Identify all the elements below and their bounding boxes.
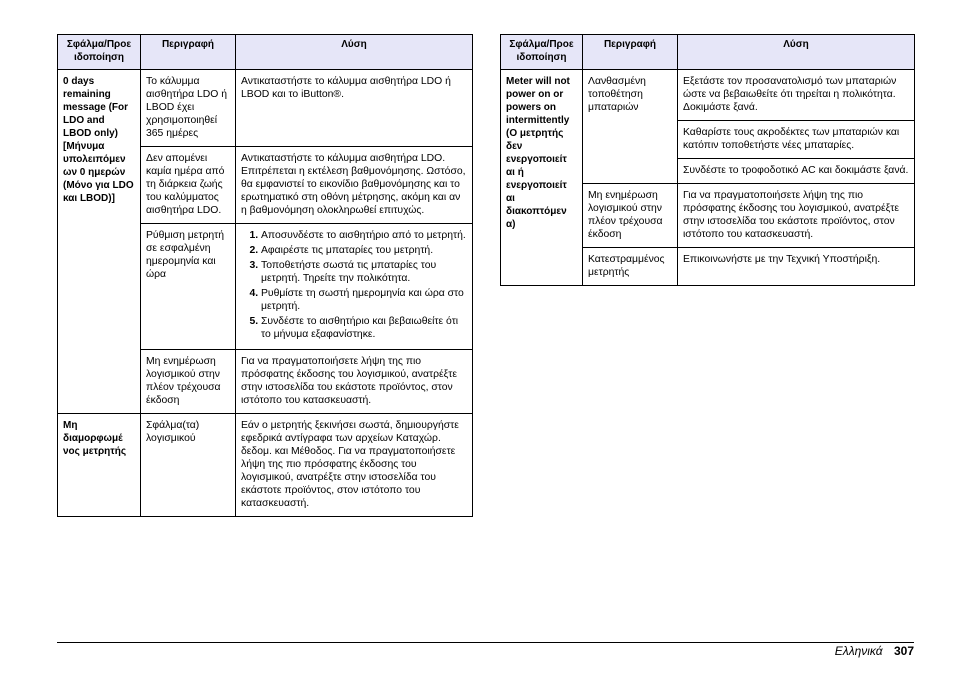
header-solution: Λύση xyxy=(678,35,915,70)
solution-cell: Επικοινωνήστε με την Τεχνική Υποστήριξη. xyxy=(678,248,915,286)
description-cell: Το κάλυμμα αισθητήρα LDO ή LBOD έχει χρησιμοποιηθεί 365 ημέρες xyxy=(141,70,236,147)
header-description: Περιγραφή xyxy=(583,35,678,70)
header-error: Σφάλμα/Προε ιδοποίηση xyxy=(501,35,583,70)
solution-cell: Αντικαταστήστε το κάλυμμα αισθητήρα LDO. Επιτρέπεται η εκτέλεση βαθμονόμησης. Ωστόσο, θα εμφανιστεί το εικονίδιο βαθμονόμησης και το ερωτηματικό στη οθόνη μέτρησης, ακόμη και αν η βαθμονόμηση ολοκληρωθεί επιτυχώς. xyxy=(236,147,473,224)
solution-cell: Εάν ο μετρητής ξεκινήσει σωστά, δημιουργήστε εφεδρικά αντίγραφα των αρχείων Καταχώρ. δεδομ. και Μέθοδος. Για να πραγματοποιήσετε λήψη της πιο πρόσφατης έκδοσης του λογισμικού, ανατρέξτε στην ιστοσελίδα του εκάστοτε προϊόντος, στον ιστότοπο του κατασκευαστή. xyxy=(236,414,473,517)
step-item: 4. Ρυθμίστε τη σωστή ημερομηνία και ώρα στο μετρητή. xyxy=(261,287,467,313)
troubleshooting-table-right xyxy=(500,34,915,286)
step-item: 1. Αποσυνδέστε το αισθητήριο από το μετρητή. xyxy=(261,229,467,242)
header-description: Περιγραφή xyxy=(141,35,236,70)
table-header-row xyxy=(501,35,915,70)
step-item: 3. Τοποθετήστε σωστά τις μπαταρίες του μετρητή. Τηρείτε την πολικότητα. xyxy=(261,259,467,285)
step-item: 2. Αφαιρέστε τις μπαταρίες του μετρητή. xyxy=(261,244,467,257)
table-row xyxy=(501,70,915,121)
solution-cell: Για να πραγματοποιήσετε λήψη της πιο πρόσφατης έκδοσης του λογισμικού, ανατρέξτε στην ιστοσελίδα του εκάστοτε προϊόντος, στον ιστότοπο του κατασκευαστή. xyxy=(236,350,473,414)
description-cell: Σφάλμα(τα) λογισμικού xyxy=(141,414,236,517)
table-header-row xyxy=(58,35,473,70)
description-cell: Δεν απομένει καμία ημέρα από τη διάρκεια ζωής του καλύμματος αισθητήρα LDO. xyxy=(141,147,236,224)
steps-list xyxy=(241,229,467,341)
page-number: 307 xyxy=(893,644,914,658)
troubleshooting-table-left xyxy=(57,34,473,517)
step-item: 5. Συνδέστε το αισθητήριο και βεβαιωθείτε ότι το μήνυμα εξαφανίστηκε. xyxy=(261,315,467,341)
solution-cell xyxy=(236,224,473,350)
solution-cell: Εξετάστε τον προσανατολισμό των μπαταριών ώστε να βεβαιωθείτε ότι τηρείται η πολικότητα. Δοκιμάστε ξανά. xyxy=(678,70,915,121)
error-cell: Μη διαμορφωμέ νος μετρητής xyxy=(58,414,141,517)
header-error: Σφάλμα/Προε ιδοποίηση xyxy=(58,35,141,70)
solution-cell: Αντικαταστήστε το κάλυμμα αισθητήρα LDO ή LBOD και το iButton®. xyxy=(236,70,473,147)
description-cell: Ρύθμιση μετρητή σε εσφαλμένη ημερομηνία και ώρα xyxy=(141,224,236,350)
footer-language: Ελληνικά xyxy=(834,644,883,658)
solution-cell: Για να πραγματοποιήσετε λήψη της πιο πρόσφατης έκδοσης του λογισμικού, ανατρέξτε στην ιστοσελίδα του εκάστοτε προϊόντος, στον ιστότοπο του κατασκευαστή. xyxy=(678,184,915,248)
error-cell: Meter will not power on or powers on intermittently (Ο μετρητής δεν ενεργοποιείτ αι ή ενεργοποιείτ αι διακοπτόμεν α) xyxy=(501,70,583,286)
table-row xyxy=(58,414,473,517)
error-cell: 0 days remaining message (For LDO and LBOD only) [Μήνυμα υπολειπόμεν ων 0 ημερών (Μόνο για LDO και LBOD)] xyxy=(58,70,141,414)
description-cell: Κατεστραμμένος μετρητής xyxy=(583,248,678,286)
footer-divider xyxy=(57,642,914,643)
page-footer xyxy=(835,644,914,658)
description-cell: Λανθασμένη τοποθέτηση μπαταριών xyxy=(583,70,678,184)
solution-cell: Συνδέστε το τροφοδοτικό AC και δοκιμάστε ξανά. xyxy=(678,159,915,184)
solution-cell: Καθαρίστε τους ακροδέκτες των μπαταριών και κατόπιν τοποθετήστε νέες μπαταρίες. xyxy=(678,121,915,159)
header-solution: Λύση xyxy=(236,35,473,70)
description-cell: Μη ενημέρωση λογισμικού στην πλέον τρέχουσα έκδοση xyxy=(141,350,236,414)
description-cell: Μη ενημέρωση λογισμικού στην πλέον τρέχουσα έκδοση xyxy=(583,184,678,248)
table-row xyxy=(58,70,473,147)
